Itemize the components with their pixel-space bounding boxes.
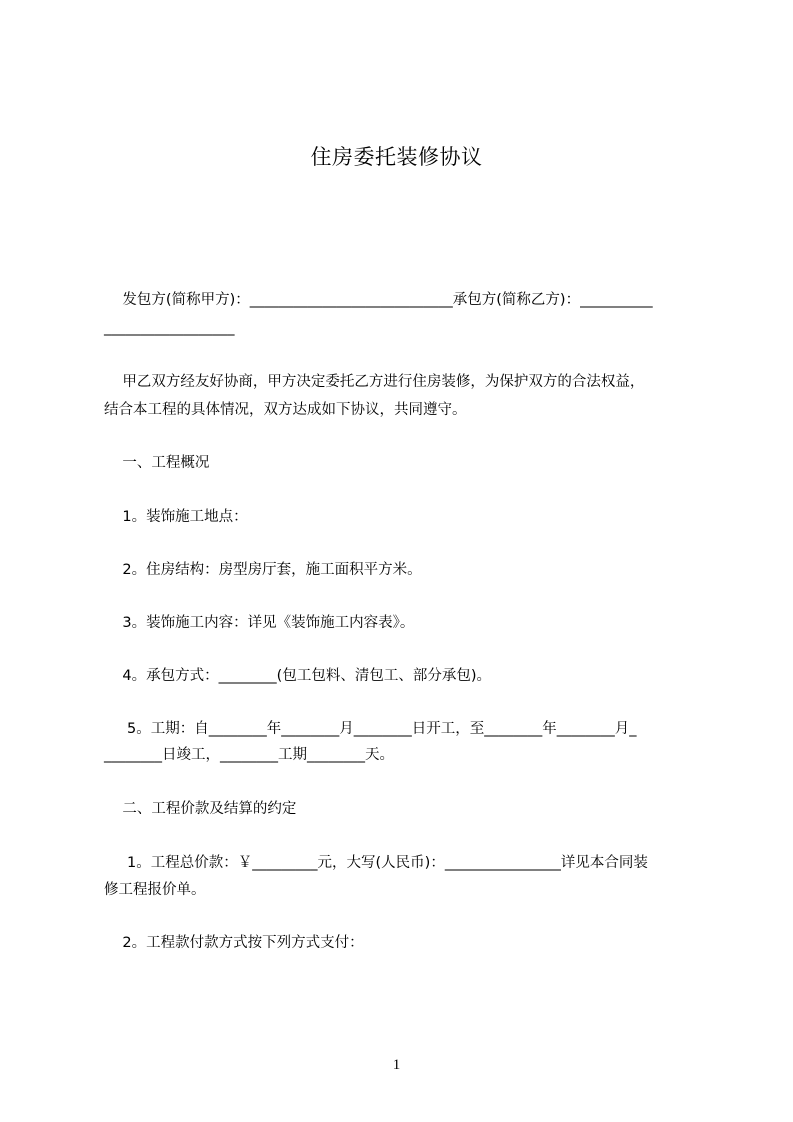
section-1-heading: 一、工程概况 <box>104 455 210 471</box>
section-1-item-3: 3。装饰施工内容：详见《装饰施工内容表》。 <box>104 615 415 631</box>
section-1-item-2: 2。住房结构：房型房厅套，施工面积平方米。 <box>104 562 422 578</box>
page-number: 1 <box>392 1057 401 1073</box>
document-title: 住房委托装修协议 <box>310 145 483 169</box>
section-2-heading: 二、工程价款及结算的约定 <box>104 801 297 817</box>
section-1-item-5-line-2: ________日竣工，________工期________天。 <box>104 747 394 763</box>
parties-line-2: __________________ <box>104 320 235 336</box>
section-1-item-4: 4。承包方式：________(包工包料、清包工、部分承包)。 <box>104 668 491 684</box>
preamble-line-2: 结合本工程的具体情况，双方达成如下协议，共同遵守。 <box>104 402 467 418</box>
preamble-line-1: 甲乙双方经友好协商，甲方决定委托乙方进行住房装修，为保护双方的合法权益， <box>104 374 645 390</box>
section-1-item-5-line-1: 5。工期：自________年________月________日开工，至________年________月_ <box>104 721 637 737</box>
section-1-item-1: 1。装饰施工地点： <box>104 509 248 525</box>
section-2-item-1-line-2: 修工程报价单。 <box>104 882 206 898</box>
parties-line-1: 发包方(简称甲方)：____________________________承包方(简称乙方)：__________ <box>104 292 653 308</box>
section-2-item-1-line-1: 1。工程总价款：￥_________元，大写(人民币)：________________详见本合同装 <box>104 855 648 871</box>
section-2-item-2: 2。工程款付款方式按下列方式支付： <box>104 935 364 951</box>
